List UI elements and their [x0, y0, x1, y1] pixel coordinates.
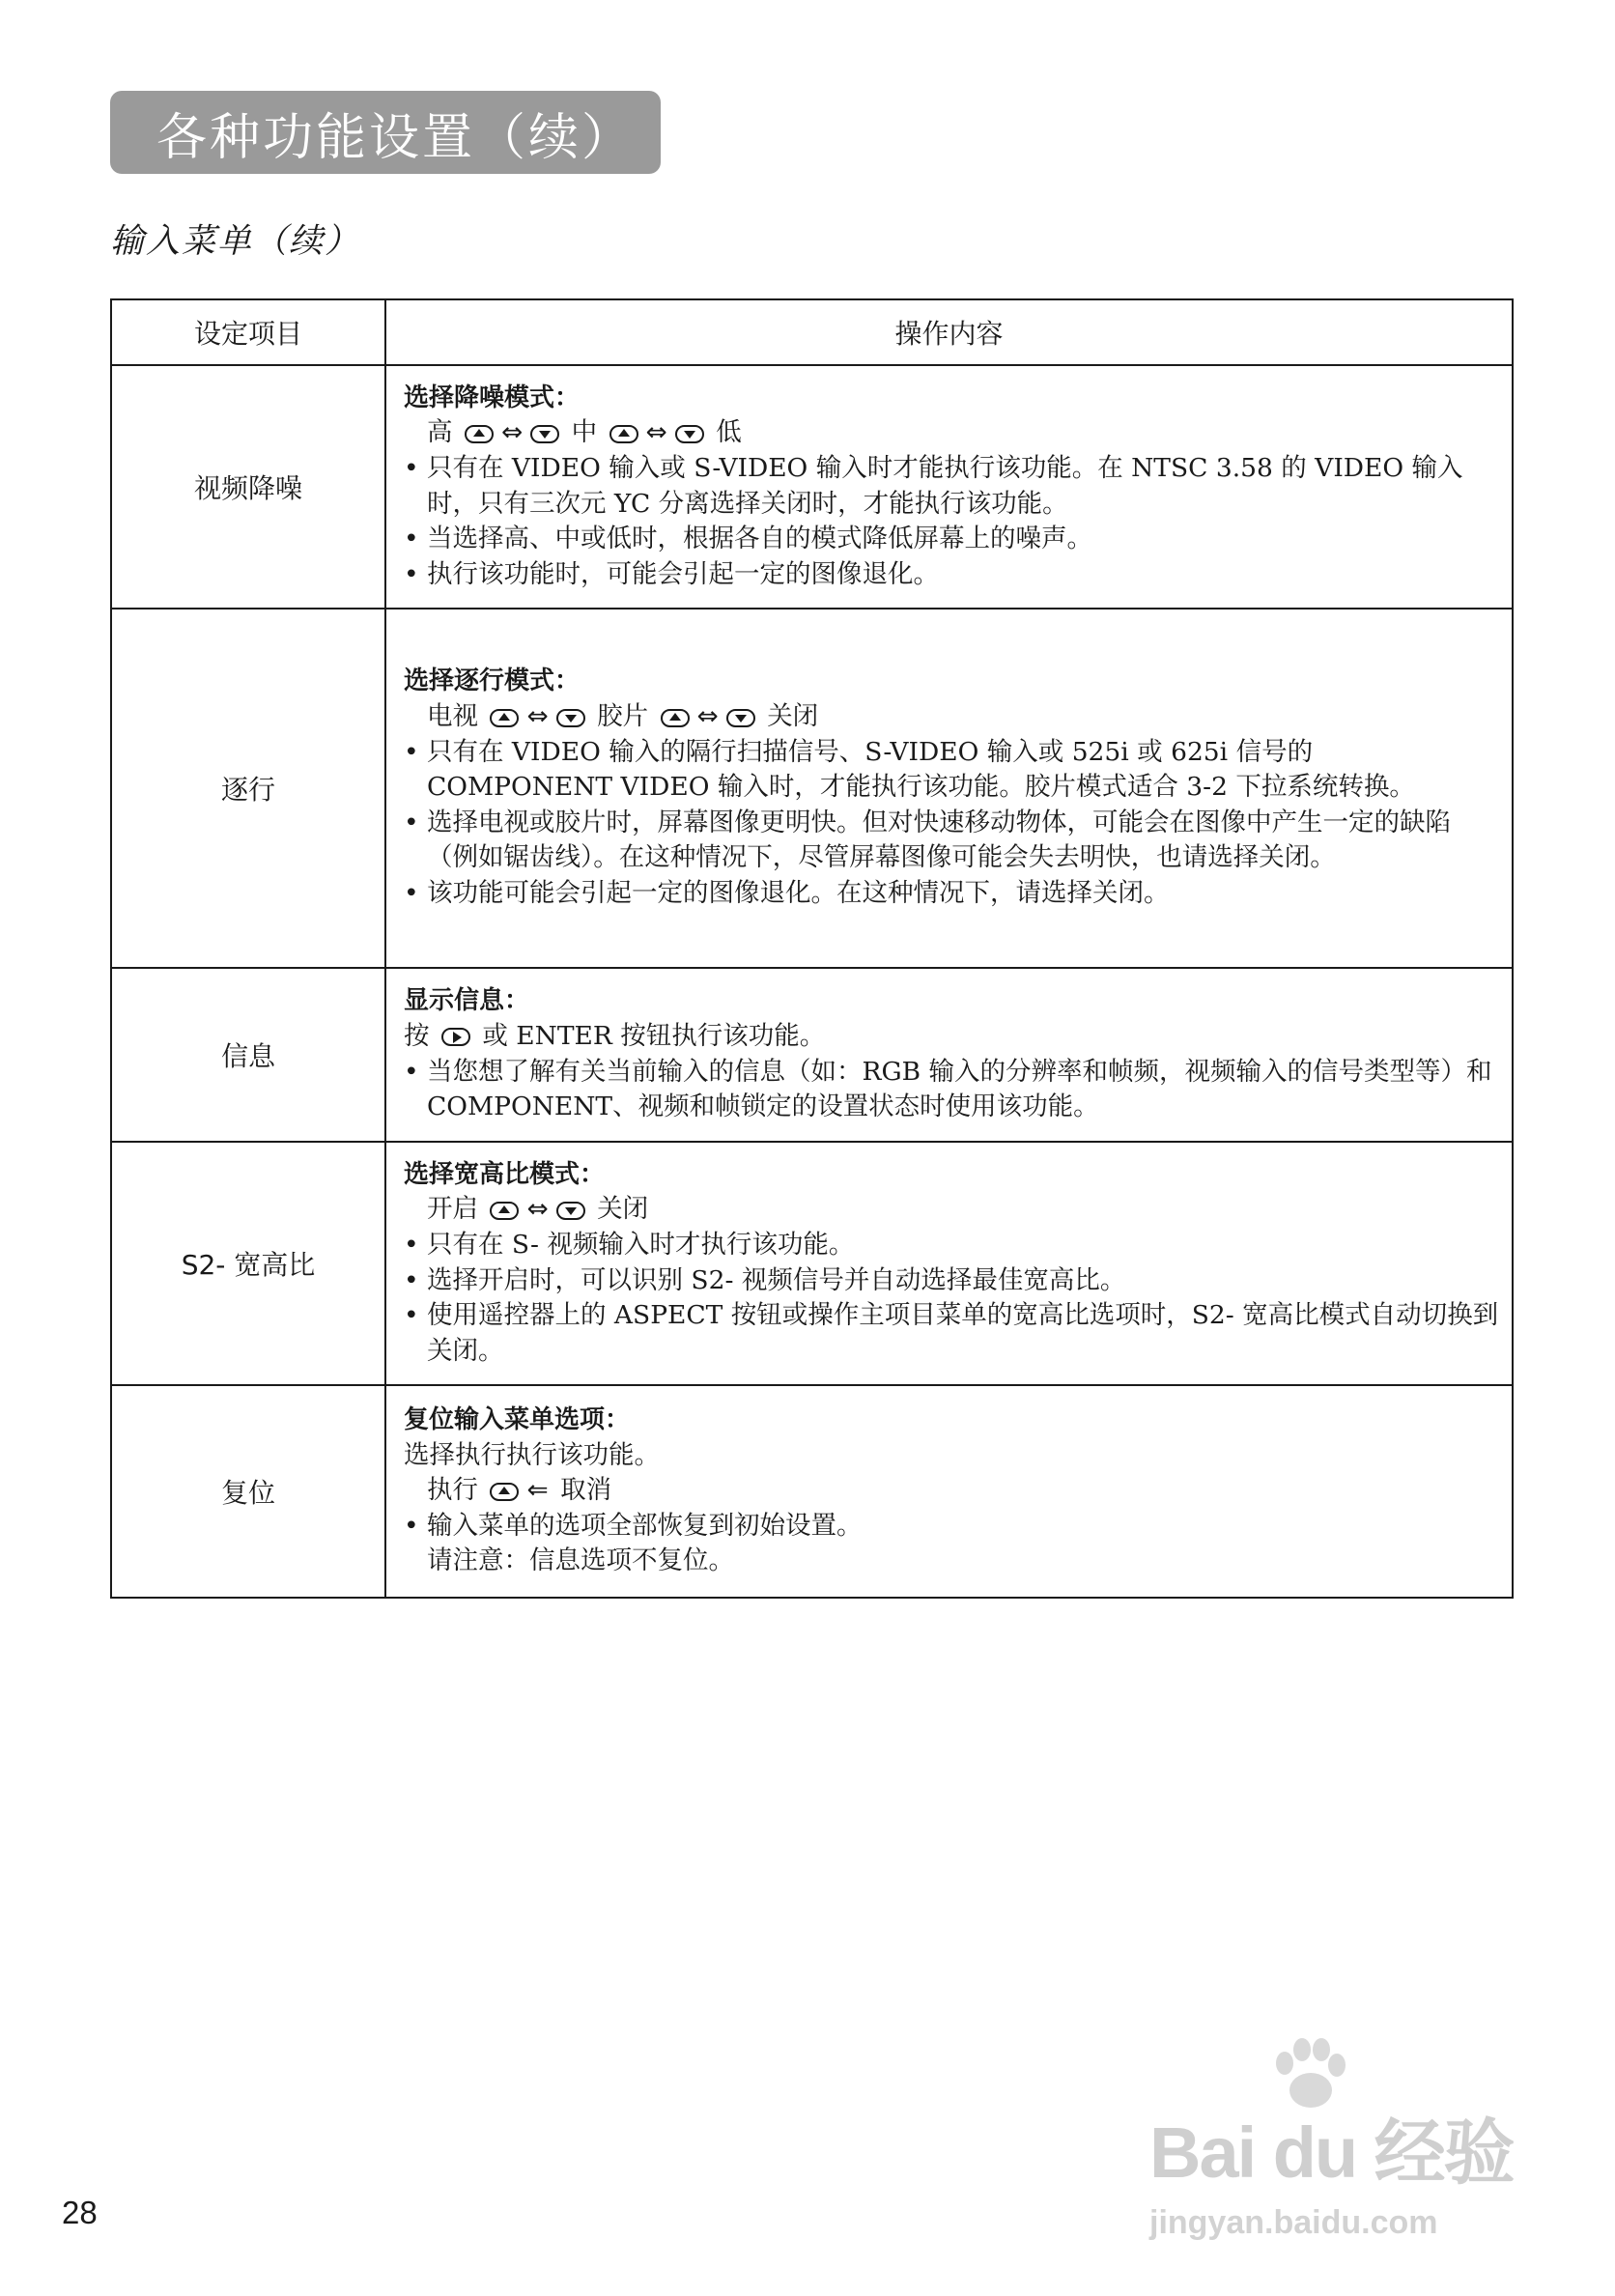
section-title: 输入菜单（续） — [110, 222, 361, 261]
row-content — [385, 609, 1513, 968]
bullet-item: • 只有在 S- 视频输入时才执行该功能。 — [404, 1228, 1500, 1263]
bullet-item: • 当您想了解有关当前输入的信息（如：RGB 输入的分辨率和帧频，视频输入的信号类型等）和 COMPONENT、视频和帧锁定的设置状态时使用该功能。 — [404, 1056, 1492, 1122]
bullet-item: • 只有在 VIDEO 输入的隔行扫描信号、S-VIDEO 输入或 525i 或 625i 信号的 COMPONENT VIDEO 输入时，才能执行该功能。胶片模式适合 3-2 下拉系统转换。 — [404, 736, 1415, 803]
instruction-line: 按 或 ENTER 按钮执行该功能。 — [404, 1020, 826, 1051]
up-button-icon — [490, 1483, 519, 1501]
option-low: 低 — [716, 417, 742, 448]
row-content — [385, 1385, 1513, 1598]
down-button-icon — [530, 425, 559, 443]
up-button-icon — [490, 709, 519, 727]
double-arrow-icon: ⇔ — [526, 701, 549, 732]
watermark-logo: Bai du 经验 — [1149, 2112, 1514, 2193]
down-button-icon — [556, 709, 585, 727]
bullet-item: • 执行该功能时，可能会引起一定的图像退化。 — [404, 557, 1500, 593]
right-button-icon — [441, 1028, 470, 1046]
row-content — [385, 365, 1513, 609]
up-button-icon — [465, 425, 494, 443]
row-label: 复位 — [111, 1385, 385, 1598]
table-row-information — [111, 968, 1513, 1142]
bullet-icon: • — [404, 452, 419, 483]
double-arrow-icon: ⇔ — [696, 701, 719, 732]
bullet-item: • 该功能可能会引起一定的图像退化。在这种情况下，请选择关闭。 — [404, 876, 1500, 912]
option-sequence — [404, 699, 1500, 735]
option-on: 开启 — [427, 1194, 478, 1225]
option-sequence — [404, 1192, 1500, 1228]
option-cancel: 取消 — [560, 1475, 612, 1506]
table-row-progressive — [111, 609, 1513, 968]
row-label: 逐行 — [111, 609, 385, 968]
bullet-icon: • — [404, 877, 419, 908]
row-label: 信息 — [111, 968, 385, 1142]
note-text: 请注意：信息选项不复位。 — [427, 1545, 734, 1576]
page-number: 28 — [62, 2195, 98, 2230]
bullet-item: • 选择电视或胶片时，屏幕图像更明快。但对快速移动物体，可能会在图像中产生一定的缺陷（例如锯齿线）。在这种情况下，尽管屏幕图像可能会失去明快，也请选择关闭。 — [404, 807, 1451, 873]
bullet-icon: • — [404, 524, 419, 554]
instruction-line: 选择执行执行该功能。 — [404, 1439, 660, 1470]
option-sequence — [404, 1473, 1500, 1509]
option-mid: 中 — [571, 417, 598, 448]
up-button-icon — [490, 1202, 519, 1220]
left-arrow-icon: ⇐ — [526, 1475, 549, 1506]
column-header-item: 设定项目 — [111, 299, 385, 365]
bullet-icon: • — [404, 558, 419, 589]
row-heading: 复位输入菜单选项： — [404, 1405, 631, 1435]
row-heading: 选择逐行模式： — [404, 666, 581, 696]
row-label: S2- 宽高比 — [111, 1142, 385, 1385]
option-film: 胶片 — [597, 701, 649, 732]
option-tv: 电视 — [427, 701, 478, 732]
bullet-icon: • — [404, 1300, 419, 1331]
row-heading: 选择降噪模式： — [404, 383, 581, 412]
double-arrow-icon: ⇔ — [645, 417, 667, 448]
row-heading: 显示信息： — [404, 986, 530, 1016]
down-button-icon — [556, 1202, 585, 1220]
column-header-content: 操作内容 — [385, 299, 1513, 365]
table-row-reset — [111, 1385, 1513, 1598]
bullet-icon: • — [404, 1056, 419, 1087]
bullet-icon: • — [404, 1264, 419, 1295]
row-heading: 选择宽高比模式： — [404, 1159, 606, 1189]
double-arrow-icon: ⇔ — [526, 1194, 549, 1225]
table-header-row — [111, 299, 1513, 365]
double-arrow-icon: ⇔ — [500, 417, 524, 448]
option-off: 关闭 — [597, 1194, 649, 1225]
up-button-icon — [661, 709, 690, 727]
option-execute: 执行 — [427, 1475, 478, 1506]
down-button-icon — [675, 425, 704, 443]
bullet-icon: • — [404, 1229, 419, 1260]
watermark — [1149, 2096, 1526, 2260]
bullet-icon: • — [404, 1510, 419, 1541]
bullet-item: • 只有在 VIDEO 输入或 S-VIDEO 输入时才能执行该功能。在 NTSC 3.58 的 VIDEO 输入时，只有三次元 YC 分离选择关闭时，才能执行该功能。 — [404, 452, 1463, 519]
bullet-icon: • — [404, 807, 419, 837]
bullet-item: • 使用遥控器上的 ASPECT 按钮或操作主项目菜单的宽高比选项时，S2- 宽高比模式自动切换到关闭。 — [404, 1300, 1499, 1366]
settings-table — [110, 298, 1514, 1599]
option-off: 关闭 — [767, 701, 819, 732]
bullet-icon: • — [404, 736, 419, 767]
bullet-item: • 选择开启时，可以识别 S2- 视频信号并自动选择最佳宽高比。 — [404, 1263, 1500, 1299]
table-row-s2-aspect — [111, 1142, 1513, 1385]
table-row-noise-reduction — [111, 365, 1513, 609]
bullet-item: • 当选择高、中或低时，根据各自的模式降低屏幕上的噪声。 — [404, 522, 1500, 557]
row-content — [385, 1142, 1513, 1385]
row-content — [385, 968, 1513, 1142]
header-banner — [110, 91, 661, 174]
option-high: 高 — [427, 417, 453, 448]
down-button-icon — [726, 709, 755, 727]
option-sequence — [404, 415, 1500, 451]
up-button-icon — [609, 425, 638, 443]
watermark-url: jingyan.baidu.com — [1149, 2204, 1438, 2241]
row-label: 视频降噪 — [111, 365, 385, 609]
bullet-item: • 输入菜单的选项全部恢复到初始设置。 — [404, 1509, 1500, 1545]
header-title: 各种功能设置（续） — [156, 108, 636, 167]
